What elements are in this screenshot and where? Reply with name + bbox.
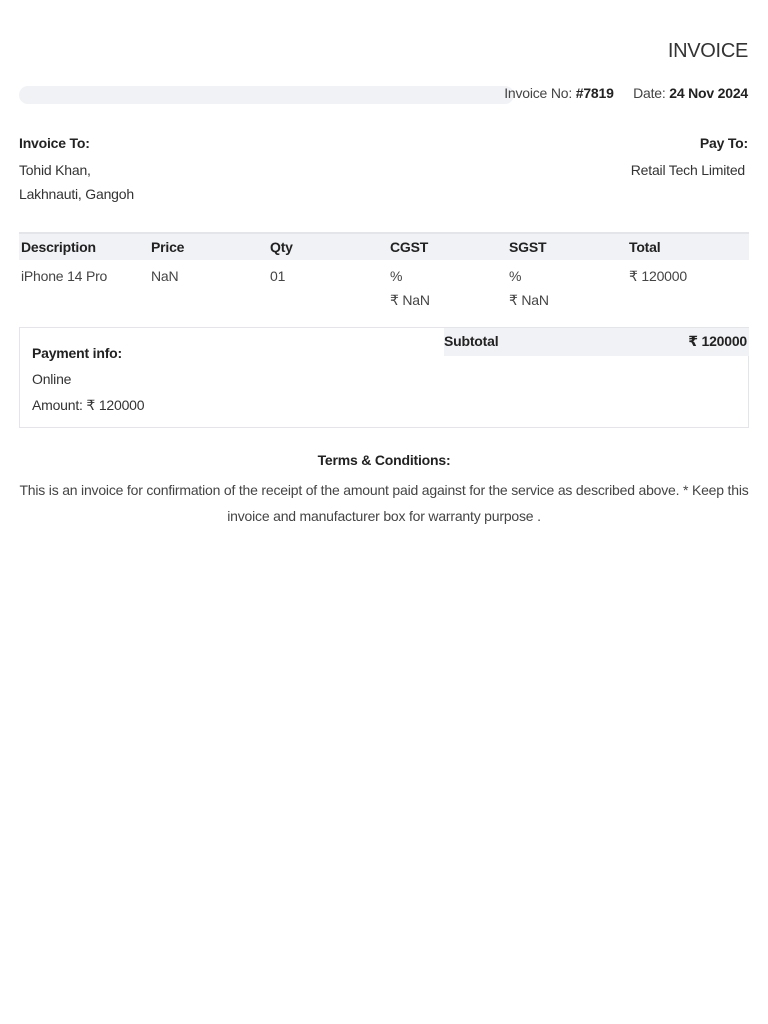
cgst-amount: ₹ NaN xyxy=(390,292,430,308)
invoice-number: #7819 xyxy=(575,85,614,101)
sgst-amount: ₹ NaN xyxy=(509,292,549,308)
payment-method: Online xyxy=(32,371,72,387)
terms-section xyxy=(19,449,749,529)
col-header-sgst: SGST xyxy=(507,233,627,260)
cell-description: iPhone 14 Pro xyxy=(21,268,108,284)
bill-to-address: Lakhnauti, Gangoh xyxy=(19,186,134,202)
table-row xyxy=(19,260,749,328)
cell-cgst xyxy=(388,260,507,328)
cell-price: NaN xyxy=(151,268,179,284)
bill-to-section xyxy=(19,131,134,206)
col-header-qty: Qty xyxy=(268,233,388,260)
invoice-title: INVOICE xyxy=(667,40,748,62)
cell-total: ₹ 120000 xyxy=(629,268,687,284)
col-header-cgst: CGST xyxy=(388,233,507,260)
subtotal-row xyxy=(444,328,749,356)
cgst-rate: % xyxy=(390,268,403,284)
cell-sgst xyxy=(507,260,627,328)
col-header-total: Total xyxy=(627,233,749,260)
header-bar xyxy=(19,86,514,104)
bill-to-name: Tohid Khan, xyxy=(19,162,91,178)
payment-info-heading: Payment info: xyxy=(32,345,122,361)
pay-to-name: Retail Tech Limited xyxy=(630,162,745,178)
cell-qty: 01 xyxy=(270,268,286,284)
date-label: Date: xyxy=(633,85,666,101)
items-table xyxy=(19,232,749,328)
payment-amount: Amount: ₹ 120000 xyxy=(32,397,145,413)
subtotal-label: Subtotal xyxy=(444,333,499,349)
pay-to-heading: Pay To: xyxy=(699,135,748,151)
col-header-price: Price xyxy=(149,233,268,260)
payment-info xyxy=(32,340,144,418)
terms-text: This is an invoice for confirmation of the receipt of the amount paid against for the service as described above. * Keep this invoice and manufacturer box for warranty purpose . xyxy=(19,482,749,524)
invoice-date: 24 Nov 2024 xyxy=(669,85,748,101)
invoice-no-label: Invoice No: xyxy=(504,85,573,101)
col-header-description: Description xyxy=(19,233,149,260)
summary-box xyxy=(19,327,749,428)
terms-heading: Terms & Conditions: xyxy=(317,452,451,468)
bill-to-heading: Invoice To: xyxy=(19,135,90,151)
table-header-row xyxy=(19,233,749,260)
subtotal-amount: ₹ 120000 xyxy=(688,333,747,349)
invoice-meta xyxy=(504,85,748,101)
sgst-rate: % xyxy=(509,268,522,284)
pay-to-section xyxy=(631,131,748,182)
